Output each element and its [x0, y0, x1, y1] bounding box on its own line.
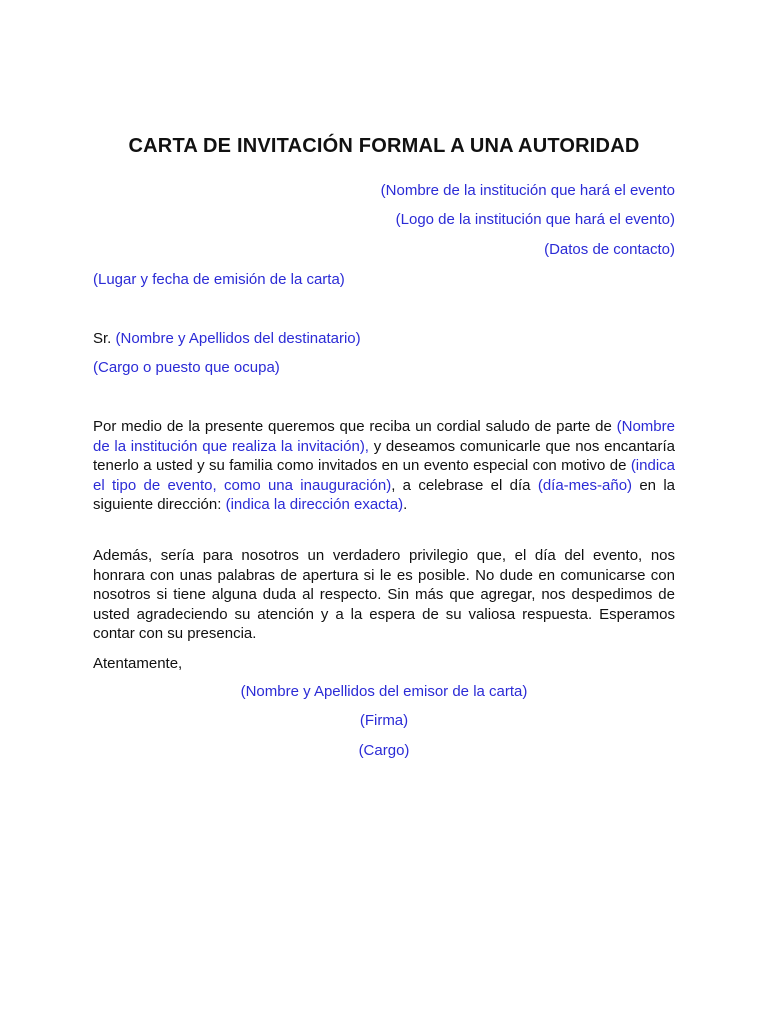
recipient-name-placeholder: (Nombre y Apellidos del destinatario) [115, 330, 361, 347]
contact-data-placeholder: (Datos de contacto) [544, 241, 675, 258]
recipient-line [93, 329, 361, 349]
inviting-institution-placeholder: (Nombre de la institución que realiza la invitación), [93, 418, 675, 455]
paragraph-invitation [93, 417, 675, 515]
place-date-placeholder: (Lugar y fecha de emisión de la carta) [93, 271, 345, 288]
event-date-placeholder: (día-mes-año) [537, 476, 633, 494]
sender-position-placeholder: (Cargo) [358, 742, 410, 759]
event-type-placeholder: (indica el tipo de evento, como una inauguración) [93, 457, 675, 494]
recipient-salutation: Sr. [93, 330, 112, 347]
document-title: CARTA DE INVITACIÓN FORMAL A UNA AUTORIDAD [128, 135, 640, 157]
sender-name-placeholder: (Nombre y Apellidos del emisor de la carta) [240, 683, 528, 700]
recipient-position-placeholder: (Cargo o puesto que ocupa) [93, 359, 280, 376]
signature-placeholder: (Firma) [359, 712, 409, 729]
closing-text: Atentamente, [93, 655, 183, 672]
paragraph-invitation-text-2: y deseamos comunicarle que nos encantaría tenerlo a usted y su familia como invitados en un evento especial con motivo de [93, 437, 675, 475]
paragraph-invitation-text-1: Por medio de la presente queremos que reciba un cordial saludo de parte de [93, 418, 617, 435]
paragraph-invitation-text-3: , a celebrase el día [391, 476, 538, 494]
paragraph-request: Además, sería para nosotros un verdadero privilegio que, el día del evento, nos honrara con unas palabras de apertura si le es posible. No dude en comunicarse con nosotros si tiene alguna duda al respecto. Sin más que agregar, nos despedimos de usted agradeciendo su atención y a la espera de su valiosa respuesta. Esperamos contar con su presencia. [93, 547, 675, 643]
paragraph-invitation-text-4: en la siguiente dirección: [93, 476, 676, 514]
institution-name-placeholder: (Nombre de la institución que hará el evento [380, 182, 675, 199]
institution-logo-placeholder: (Logo de la institución que hará el evento) [395, 211, 675, 228]
paragraph-invitation-text-5: . [403, 496, 408, 514]
event-address-placeholder: (indica la dirección exacta) [225, 496, 404, 514]
